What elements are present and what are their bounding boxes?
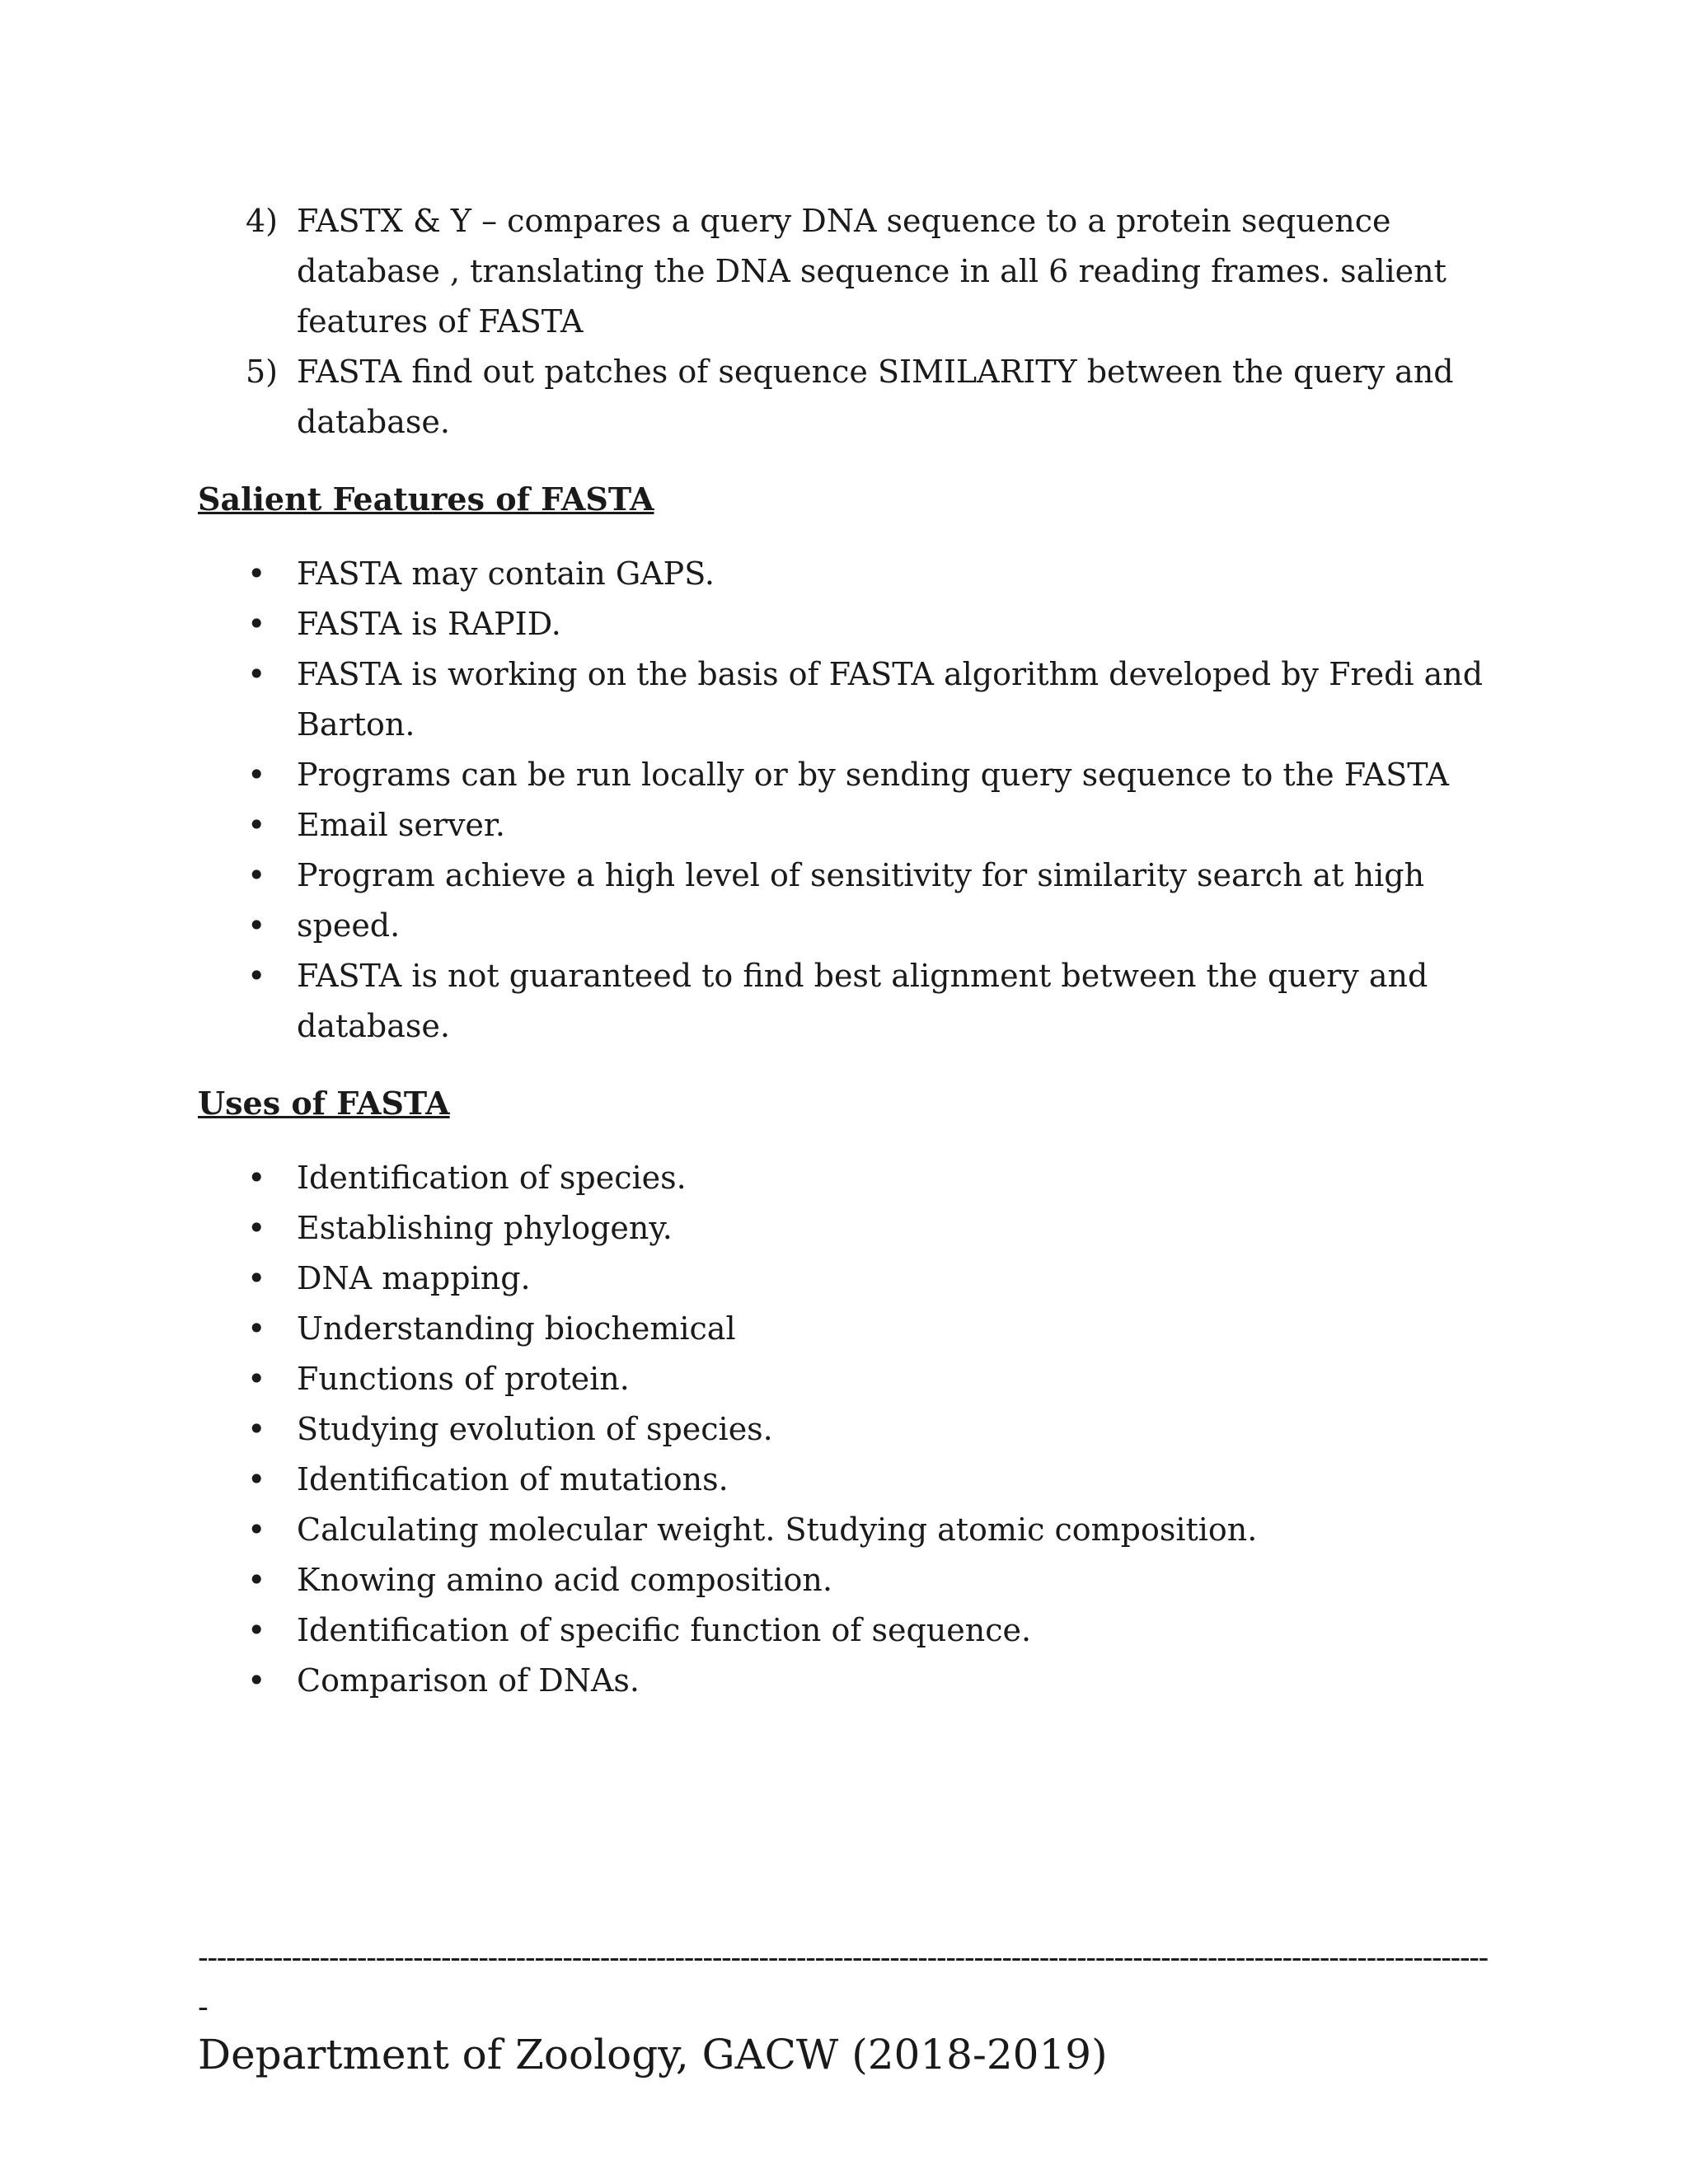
bullet-icon: • bbox=[247, 958, 266, 994]
item-text: FASTX & Y – compares a query DNA sequence to a protein sequence database , translating the DNA sequence in all 6 reading frames. salient features of FASTA bbox=[297, 203, 1447, 340]
list-item bbox=[198, 951, 1517, 1052]
list-item bbox=[198, 901, 1517, 951]
list-item bbox=[198, 1404, 1517, 1455]
list-item-text: Identification of species. bbox=[297, 1160, 687, 1196]
list-item-text: FASTA is not guaranteed to find best alignment between the query and database. bbox=[297, 958, 1428, 1044]
bullet-icon: • bbox=[247, 907, 266, 944]
bullet-icon: • bbox=[247, 1210, 266, 1246]
list-item-text: FASTA may contain GAPS. bbox=[297, 555, 715, 592]
bullet-icon: • bbox=[247, 1562, 266, 1598]
list-item bbox=[198, 649, 1517, 750]
bullet-icon: • bbox=[247, 1511, 266, 1548]
list-item bbox=[198, 1505, 1517, 1555]
list-item bbox=[198, 1254, 1517, 1304]
list-item bbox=[198, 1153, 1517, 1203]
item-text: FASTA find out patches of sequence SIMILARITY between the query and database. bbox=[297, 354, 1454, 440]
list-item bbox=[198, 1304, 1517, 1354]
list-item bbox=[198, 851, 1517, 901]
bullet-icon: • bbox=[247, 606, 266, 642]
numbered-item-5 bbox=[198, 347, 1517, 448]
bullet-icon: • bbox=[247, 1260, 266, 1296]
bullet-icon: • bbox=[247, 656, 266, 692]
list-item bbox=[198, 1354, 1517, 1404]
list-item-text: Identification of mutations. bbox=[297, 1461, 729, 1497]
numbered-list bbox=[198, 196, 1517, 448]
list-item bbox=[198, 1605, 1517, 1656]
list-item-text: Functions of protein. bbox=[297, 1361, 630, 1397]
numbered-item-4 bbox=[198, 196, 1517, 347]
bullet-icon: • bbox=[247, 1461, 266, 1497]
list-item-text: Identification of specific function of sequence. bbox=[297, 1612, 1032, 1648]
list-item-text: Establishing phylogeny. bbox=[297, 1210, 673, 1246]
list-item-text: Calculating molecular weight. Studying atomic composition. bbox=[297, 1511, 1258, 1548]
bullet-icon: • bbox=[247, 1160, 266, 1196]
list-item bbox=[198, 1555, 1517, 1605]
list-item-text: Understanding biochemical bbox=[297, 1310, 736, 1347]
list-item-text: Knowing amino acid composition. bbox=[297, 1562, 832, 1598]
list-item bbox=[198, 800, 1517, 851]
bullet-icon: • bbox=[247, 1310, 266, 1347]
list-item-text: Studying evolution of species. bbox=[297, 1411, 773, 1447]
list-item-text: Email server. bbox=[297, 807, 505, 843]
uses-heading: Uses of FASTA bbox=[198, 1085, 450, 1122]
list-item bbox=[198, 549, 1517, 599]
salient-features-list bbox=[198, 549, 1517, 1052]
list-item bbox=[198, 1203, 1517, 1254]
list-item-text: Program achieve a high level of sensitivity for similarity search at high bbox=[297, 857, 1425, 893]
list-item bbox=[198, 599, 1517, 649]
list-item-text: Comparison of DNAs. bbox=[297, 1662, 640, 1699]
item-number: 5) bbox=[246, 354, 279, 390]
bullet-icon: • bbox=[247, 1612, 266, 1648]
bullet-icon: • bbox=[247, 1662, 266, 1699]
item-number: 4) bbox=[246, 203, 279, 239]
bullet-icon: • bbox=[247, 555, 266, 592]
list-item bbox=[198, 1455, 1517, 1505]
list-item-text: speed. bbox=[297, 907, 401, 944]
list-item-text: Programs can be run locally or by sending query sequence to the FASTA bbox=[297, 757, 1449, 793]
uses-list bbox=[198, 1153, 1517, 1706]
bullet-icon: • bbox=[247, 1411, 266, 1447]
bullet-icon: • bbox=[247, 1361, 266, 1397]
salient-features-heading: Salient Features of FASTA bbox=[198, 480, 654, 518]
list-item bbox=[198, 750, 1517, 800]
bullet-icon: • bbox=[247, 807, 266, 843]
bullet-icon: • bbox=[247, 757, 266, 793]
list-item-text: FASTA is RAPID. bbox=[297, 606, 561, 642]
page-content bbox=[198, 196, 1517, 1706]
bullet-icon: • bbox=[247, 857, 266, 893]
list-item-text: DNA mapping. bbox=[297, 1260, 531, 1296]
footer-department: Department of Zoology, GACW (2018-2019) bbox=[198, 2031, 1108, 2079]
footer-dashed-rule: ------------------------------------------------------------------------------------------------------------------------------------------- bbox=[198, 1939, 1488, 2025]
list-item-text: FASTA is working on the basis of FASTA algorithm developed by Fredi and Barton. bbox=[297, 656, 1484, 743]
list-item bbox=[198, 1656, 1517, 1706]
